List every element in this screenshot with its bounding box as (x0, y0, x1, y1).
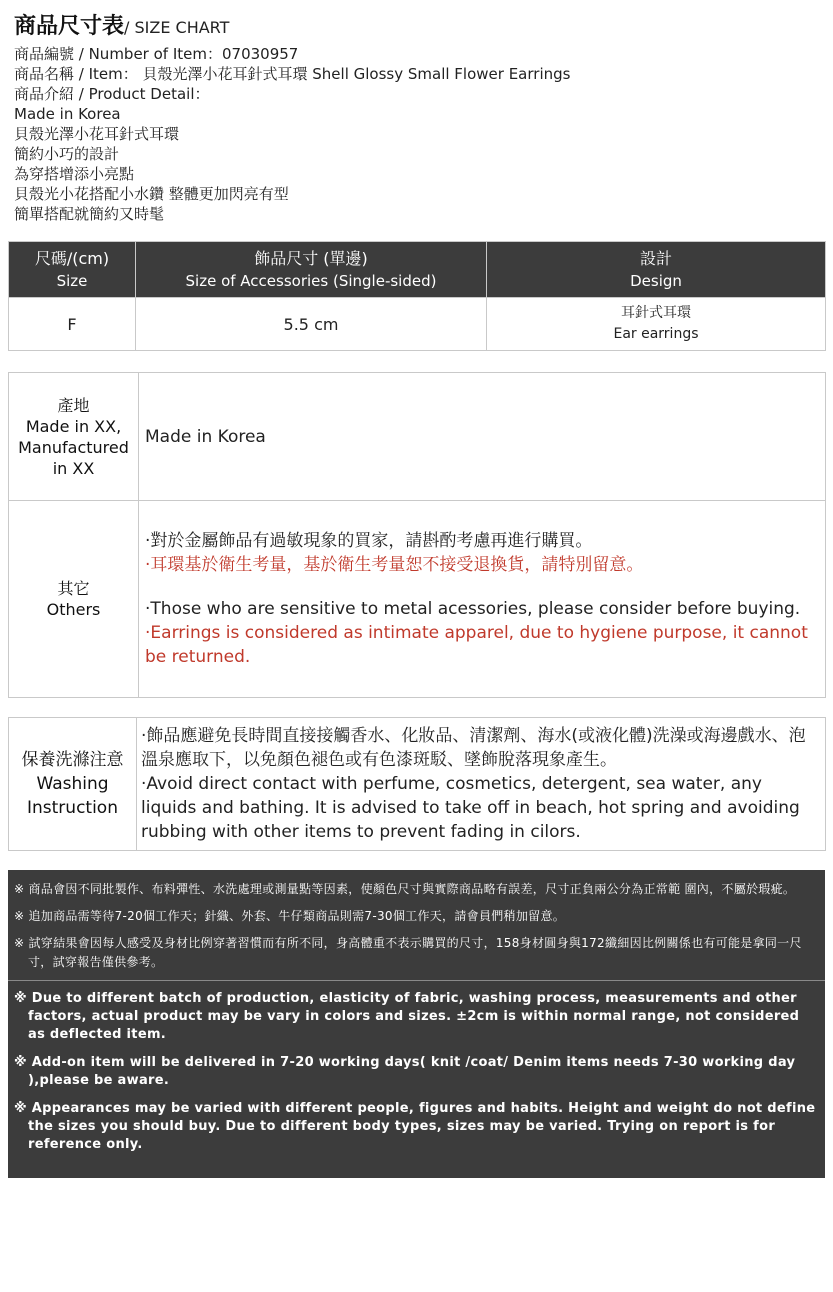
care-label-zh: 保養洗滌注意 (21, 750, 124, 770)
detail-line: 為穿搭增添小亮點 (14, 165, 135, 183)
design-value-en: Ear earrings (613, 326, 699, 342)
care-label-en: Instruction (27, 798, 118, 818)
title-zh: 商品尺寸表 (14, 14, 125, 39)
table-row (9, 298, 826, 351)
care-table (8, 717, 826, 851)
accessory-size-header (136, 242, 487, 298)
origin-label-en: in XX (52, 458, 95, 478)
title-en: / SIZE CHART (124, 18, 230, 37)
origin-row (9, 373, 826, 501)
origin-label-en: Made in XX, (25, 416, 122, 436)
detail-line: 簡約小巧的設計 (14, 145, 120, 163)
design-header-zh: 設計 (639, 248, 672, 268)
design-value (487, 298, 826, 351)
notice-item: ※ 試穿結果會因每人感受及身材比例穿著習慣而有所不同，身高體重不表示購買的尺寸，158身材圓身與172纖細因比例關係也有可能是拿同一尺寸，試穿報告僅供參考。 (14, 936, 802, 969)
design-header-en: Design (630, 271, 682, 290)
notice-item: ※ Appearances may be varied with different people, figures and habits. Height and weight do not define the sizes you should buy. Due to different body types, sizes may be varied. Trying on report is for reference only. (14, 1101, 816, 1152)
origin-value: Made in Korea (139, 373, 826, 501)
accessory-size-header-zh: 飾品尺寸 (單邊) (254, 248, 368, 268)
size-value: F (9, 298, 136, 351)
origin-label (9, 373, 139, 501)
accessory-size-header-en: Size of Accessories (Single-sided) (185, 271, 437, 290)
product-header (14, 10, 824, 224)
allergy-note-zh: ·對於金屬飾品有過敏現象的買家，請斟酌考慮再進行購買。 (145, 531, 593, 551)
hygiene-note-en: ·Earrings is considered as intimate apparel, due to hygiene purpose, it cannot be returned. (145, 623, 808, 667)
size-header-zh: 尺碼/(cm) (34, 248, 110, 268)
care-text (137, 718, 826, 851)
others-notes (139, 501, 826, 698)
design-header (487, 242, 826, 298)
hygiene-note-zh: ·耳環基於衛生考量，基於衛生考量恕不接受退換貨，請特別留意。 (145, 555, 644, 575)
detail-line: 簡單搭配就簡約又時髦 (14, 205, 165, 223)
others-label-zh: 其它 (57, 579, 90, 598)
others-label (9, 501, 139, 698)
size-header-en: Size (56, 271, 88, 290)
item-number: 商品編號 / Number of Item：07030957 (14, 45, 299, 63)
origin-label-en: Manufactured (18, 437, 129, 457)
detail-line: 貝殼光澤小花耳針式耳環 (14, 125, 180, 143)
care-text-en: ·Avoid direct contact with perfume, cosmetics, detergent, sea water, any liquids and bathing. It is advised to take off in beach, hot spring and avoiding rubbing with other items to prevent fading in cilors. (141, 774, 800, 842)
notice-item: ※ 商品會因不同批製作、布料彈性、水洗處理或測量點等因素，使顏色尺寸與實際商品略有誤差，尺寸正負兩公分為正常範 圍內，不屬於瑕疵。 (14, 882, 796, 896)
notice-item: ※ 追加商品需等待7-20個工作天；針織、外套、牛仔類商品則需7-30個工作天，請會員們稍加留意。 (14, 909, 566, 923)
notice-item: ※ Add-on item will be delivered in 7-20 working days( knit /coat/ Denim items needs 7-30 working day ),please be aware. (14, 1055, 796, 1088)
design-value-zh: 耳針式耳環 (621, 305, 691, 321)
notice-item: ※ Due to different batch of production, elasticity of fabric, washing process, measurements and other factors, actual product may be vary in colors and sizes. ±2cm is within normal range, not considered as deflected item. (14, 991, 800, 1042)
notice-box (8, 870, 825, 1178)
size-header (9, 242, 136, 298)
origin-label-zh: 產地 (57, 395, 90, 415)
size-table (8, 241, 826, 351)
size-table-header (9, 242, 826, 298)
care-row (9, 718, 826, 851)
notice-zh (8, 870, 825, 972)
allergy-note-en: ·Those who are sensitive to metal acessories, please consider before buying. (145, 599, 801, 619)
others-row (9, 501, 826, 698)
others-label-en: Others (46, 600, 101, 619)
care-label (9, 718, 137, 851)
care-label-en: Washing (36, 774, 109, 794)
product-detail-label: 商品介紹 / Product Detail： (14, 85, 210, 103)
accessory-size-value: 5.5 cm (136, 298, 487, 351)
detail-line: 貝殼光小花搭配小水鑽 整體更加閃亮有型 (14, 185, 289, 203)
size-chart-title (14, 10, 824, 44)
care-text-zh: ·飾品應避免長時間直接接觸香水、化妝品、清潔劑、海水(或液化體)洗澡或海邊戲水、泡溫泉應取下，以免顏色褪色或有色漆斑駁、墜飾脫落現象產生。 (141, 726, 806, 770)
origin-others-table (8, 372, 826, 698)
notice-en (8, 981, 825, 1154)
item-name: 商品名稱 / Item： 貝殼光澤小花耳針式耳環 Shell Glossy Small Flower Earrings (14, 65, 571, 83)
detail-line: Made in Korea (14, 105, 121, 123)
